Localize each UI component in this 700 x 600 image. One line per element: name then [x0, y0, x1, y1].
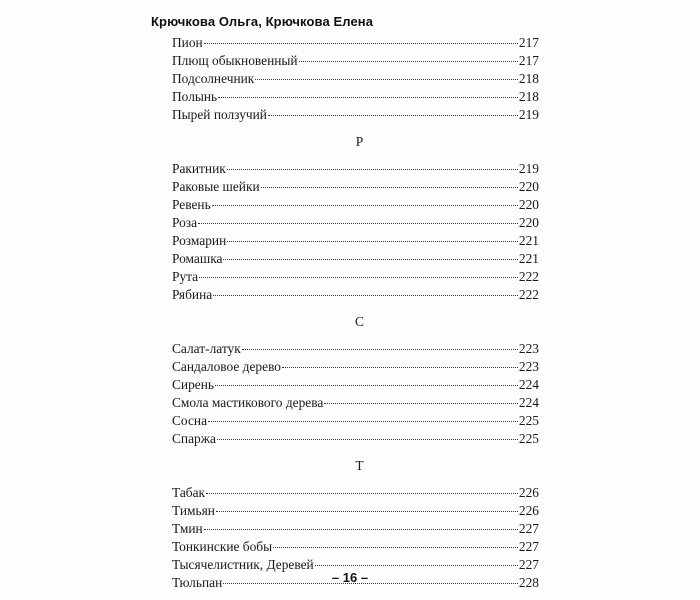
toc-entry: [172, 376, 539, 394]
toc-entry-page: 224: [518, 377, 539, 392]
toc-entry: [172, 394, 539, 412]
toc-entry-page: 220: [518, 197, 539, 212]
dot-leader: [206, 493, 518, 494]
toc-entry-page: 220: [518, 179, 539, 194]
dot-leader: [255, 79, 518, 80]
toc-entry: [172, 286, 539, 304]
toc-entry-page: 228: [518, 575, 539, 590]
toc-entry-page: 220: [518, 215, 539, 230]
toc-entry-label: Спаржа: [172, 431, 216, 446]
dot-leader: [216, 511, 518, 512]
toc-entry-label: Тмин: [172, 521, 203, 536]
toc-entry: [172, 34, 539, 52]
toc-entry: [172, 232, 539, 250]
toc-entry-label: Тюльпан: [172, 575, 223, 590]
toc-entry-label: Сирень: [172, 377, 215, 392]
section-letter-t: Т: [355, 458, 364, 473]
toc-entry: [172, 196, 539, 214]
toc-entry-label: Пырей ползучий: [172, 107, 267, 122]
dot-leader: [268, 115, 518, 116]
toc-entry: [172, 52, 539, 70]
toc-entry-page: 226: [518, 485, 539, 500]
dot-leader: [261, 187, 518, 188]
toc-entry: [172, 214, 539, 232]
toc-entry: [172, 538, 539, 556]
dot-leader: [213, 295, 518, 296]
toc-entry-label: Сосна: [172, 413, 208, 428]
toc-entry-page: 225: [518, 413, 539, 428]
dot-leader: [227, 169, 518, 170]
toc-entry: [172, 268, 539, 286]
toc-entry-page: 222: [518, 269, 539, 284]
section-letter-s: С: [355, 314, 364, 329]
toc-entry: [172, 160, 539, 178]
dot-leader: [315, 565, 518, 566]
toc-entry-label: Полынь: [172, 89, 218, 104]
toc-entry-label: Подсолнечник: [172, 71, 255, 86]
toc-entry-label: Рябина: [172, 287, 213, 302]
toc-entry-label: Салат-латук: [172, 341, 241, 356]
toc-entry-page: 224: [518, 395, 539, 410]
dot-leader: [227, 241, 518, 242]
toc-entry-label: Ревень: [172, 197, 211, 212]
toc-entry-page: 218: [518, 71, 539, 86]
toc-entry-label: Тысячелистник, Деревей: [172, 557, 314, 572]
toc-entry-label: Раковые шейки: [172, 179, 260, 194]
dot-leader: [242, 349, 518, 350]
toc-entry: [172, 178, 539, 196]
toc-entry-page: 225: [518, 431, 539, 446]
toc-entry-label: Табак: [172, 485, 206, 500]
dot-leader: [217, 439, 518, 440]
toc-entry: [172, 358, 539, 376]
dot-leader: [215, 385, 518, 386]
dot-leader: [204, 43, 518, 44]
toc-entry-label: Розмарин: [172, 233, 227, 248]
toc-entry: [172, 340, 539, 358]
dot-leader: [199, 277, 518, 278]
toc-entry-label: Рута: [172, 269, 199, 284]
toc-entry-page: 222: [518, 287, 539, 302]
dot-leader: [208, 421, 518, 422]
toc-entry-page: 227: [518, 557, 539, 572]
section-letter-r: Р: [355, 134, 364, 149]
toc-entry: [172, 430, 539, 448]
dot-leader: [299, 61, 518, 62]
dot-leader: [273, 547, 518, 548]
running-header-authors: Крючкова Ольга, Крючкова Елена: [151, 14, 374, 29]
toc-entry-page: 219: [518, 161, 539, 176]
toc-entry-page: 227: [518, 539, 539, 554]
toc-entry: [172, 412, 539, 430]
toc-entry: [172, 106, 539, 124]
toc-entry: [172, 484, 539, 502]
dot-leader: [218, 97, 518, 98]
toc-entry-page: 219: [518, 107, 539, 122]
toc-entry-page: 227: [518, 521, 539, 536]
toc-entry-label: Тимьян: [172, 503, 215, 518]
toc-entry-page: 223: [518, 359, 539, 374]
toc-entry-page: 223: [518, 341, 539, 356]
toc-entry: [172, 250, 539, 268]
toc-entry-page: 221: [518, 251, 539, 266]
toc-entry-label: Ромашка: [172, 251, 223, 266]
page-number: – 16 –: [331, 570, 369, 585]
toc-entry: [172, 502, 539, 520]
toc-entry-page: 221: [518, 233, 539, 248]
toc-entry-label: Ракитник: [172, 161, 226, 176]
toc-entry-label: Тонкинские бобы: [172, 539, 273, 554]
toc-entry: [172, 520, 539, 538]
table-of-contents: [172, 34, 539, 592]
dot-leader: [212, 205, 518, 206]
toc-entry-page: 217: [518, 35, 539, 50]
toc-entry-page: 218: [518, 89, 539, 104]
dot-leader: [204, 529, 518, 530]
toc-entry: [172, 88, 539, 106]
toc-entry-label: Пион: [172, 35, 203, 50]
toc-entry-label: Роза: [172, 215, 198, 230]
toc-entry-label: Смола мастикового дерева: [172, 395, 324, 410]
toc-entry-page: 226: [518, 503, 539, 518]
dot-leader: [198, 223, 518, 224]
toc-entry-page: 217: [518, 53, 539, 68]
toc-entry: [172, 70, 539, 88]
toc-entry-label: Плющ обыкновенный: [172, 53, 298, 68]
dot-leader: [282, 367, 518, 368]
toc-entry-label: Сандаловое дерево: [172, 359, 281, 374]
dot-leader: [223, 259, 517, 260]
dot-leader: [324, 403, 518, 404]
